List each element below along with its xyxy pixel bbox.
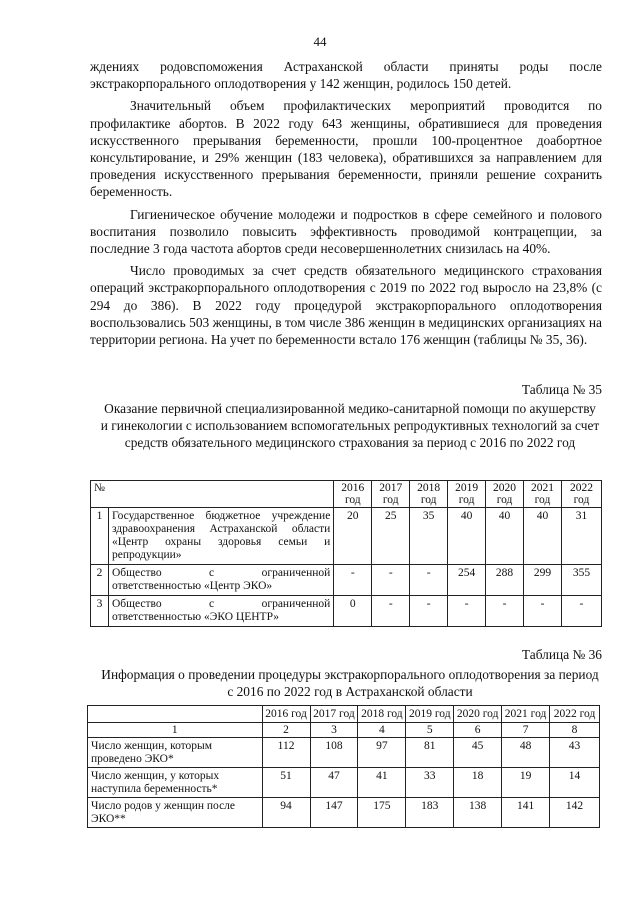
body-text [90, 58, 602, 353]
table35-num-header: № [91, 481, 334, 508]
table-cell: 48 [502, 738, 550, 768]
table-cell: - [334, 565, 372, 596]
table-cell: 97 [358, 738, 406, 768]
table36-label: Таблица № 36 [521, 647, 602, 662]
table-cell: 41 [358, 768, 406, 798]
table35 [90, 480, 602, 627]
row-index: 1 [91, 508, 109, 565]
table-cell: - [448, 596, 486, 627]
table-cell: 40 [524, 508, 562, 565]
table-cell: 35 [410, 508, 448, 565]
table-row [88, 798, 600, 828]
table-row [91, 565, 602, 596]
table-row [88, 768, 600, 798]
page-number: 44 [313, 34, 327, 49]
table-cell: - [486, 596, 524, 627]
table-cell: 142 [550, 798, 600, 828]
table35-caption: Оказание первичной специализированной медико-санитарной помощи по акушерству и гинекологии с использованием вспомогательных репродуктивных технологий за счет средств обязательного медицинского страхования за период с 2016 по 2022 год [100, 401, 600, 450]
table-cell: 141 [502, 798, 550, 828]
table36-caption: Информация о проведении процедуры экстракорпорального оплодотворения за период с 2016 по 2022 год в Астраханской области [101, 667, 599, 699]
table-row [91, 508, 602, 565]
table-cell: 299 [524, 565, 562, 596]
table-cell: 40 [486, 508, 524, 565]
table35-year-header: 2019 год [448, 481, 486, 508]
table36-year-header: 2016 год [262, 706, 310, 723]
row-index: 3 [91, 596, 109, 627]
table-cell: 288 [486, 565, 524, 596]
column-number: 7 [502, 723, 550, 738]
table-cell: 25 [372, 508, 410, 565]
table36-year-header: 2017 год [310, 706, 358, 723]
table-cell: - [410, 596, 448, 627]
table-cell: 138 [454, 798, 502, 828]
table-cell: 20 [334, 508, 372, 565]
organization-name: Государственное бюджетное учреждение здравоохранения Астраханской области «Центр охраны здоровья семьи и репродукции» [108, 508, 333, 565]
table-cell: 51 [262, 768, 310, 798]
table36-year-header: 2018 год [358, 706, 406, 723]
table-cell: 108 [310, 738, 358, 768]
table-cell: - [410, 565, 448, 596]
paragraph-1: ждениях родовспоможения Астраханской области приняты роды после экстракорпорального оплодотворения у 142 женщин, родилось 150 детей. [90, 59, 602, 92]
table36-year-header: 2020 год [454, 706, 502, 723]
table-cell: 19 [502, 768, 550, 798]
table-cell: 183 [406, 798, 454, 828]
column-number: 4 [358, 723, 406, 738]
table36-year-header: 2021 год [502, 706, 550, 723]
table36-year-header: 2019 год [406, 706, 454, 723]
table-cell: 0 [334, 596, 372, 627]
row-label: Число женщин, которым проведено ЭКО* [88, 738, 263, 768]
organization-name: Общество с ограниченной ответственностью «Центр ЭКО» [108, 565, 333, 596]
table-cell: 175 [358, 798, 406, 828]
table-cell: 45 [454, 738, 502, 768]
row-label: Число женщин, у которых наступила беременность* [88, 768, 263, 798]
table-cell: 112 [262, 738, 310, 768]
table35-header-row [91, 481, 602, 508]
row-index: 2 [91, 565, 109, 596]
column-number: 8 [550, 723, 600, 738]
table-cell: 94 [262, 798, 310, 828]
table-cell: 43 [550, 738, 600, 768]
column-number: 1 [88, 723, 263, 738]
table-cell: - [561, 596, 601, 627]
column-number: 6 [454, 723, 502, 738]
table-row [91, 596, 602, 627]
organization-name: Общество с ограниченной ответственностью «ЭКО ЦЕНТР» [108, 596, 333, 627]
row-label: Число родов у женщин после ЭКО** [88, 798, 263, 828]
table36-year-header: 2022 год [550, 706, 600, 723]
paragraph-4: Число проводимых за счет средств обязательного медицинского страхования операций экстракорпорального оплодотворения с 2019 по 2022 год выросло на 23,8% (с 294 до 386). В 2022 году процедурой экстракорпорального оплодотворения воспользовались 503 женщины, в том числе 386 женщин в медицинских организациях на территории региона. На учет по беременности встало 176 женщин (таблицы № 35, 36). [90, 263, 602, 348]
paragraph-3: Гигиеническое обучение молодежи и подростков в сфере семейного и полового воспитания позволило повысить эффективность проводимой контрацепции, за последние 3 года частота абортов среди несовершеннолетних снизилась на 40%. [90, 206, 602, 257]
table36-empty-header [88, 706, 263, 723]
column-number: 2 [262, 723, 310, 738]
table-cell: 31 [561, 508, 601, 565]
paragraph-2: Значительный объем профилактических мероприятий проводится по профилактике абортов. В 2022 году 643 женщины, обратившиеся для проведения искусственного прерывания беременности, прошли 100-процентное доабортное консультирование, и 29% женщин (183 человека), обратившихся за направлением для проведения искусственного прерывания беременности, приняли решение сохранить беременность. [90, 98, 602, 200]
table35-year-header: 2020 год [486, 481, 524, 508]
table36 [87, 705, 600, 828]
column-number: 5 [406, 723, 454, 738]
table-row [88, 738, 600, 768]
table-cell: 355 [561, 565, 601, 596]
table-cell: 33 [406, 768, 454, 798]
table-cell: 147 [310, 798, 358, 828]
table35-year-header: 2021 год [524, 481, 562, 508]
table36-header-row [88, 706, 600, 723]
table-cell: - [524, 596, 562, 627]
table-cell: 14 [550, 768, 600, 798]
table35-year-header: 2022 год [561, 481, 601, 508]
table36-column-numbers [88, 723, 600, 738]
table-cell: 40 [448, 508, 486, 565]
table-cell: 81 [406, 738, 454, 768]
table-cell: 18 [454, 768, 502, 798]
table35-year-header: 2016 год [334, 481, 372, 508]
table35-year-header: 2018 год [410, 481, 448, 508]
table35-label: Таблица № 35 [521, 382, 602, 397]
table-cell: 47 [310, 768, 358, 798]
table-cell: - [372, 565, 410, 596]
column-number: 3 [310, 723, 358, 738]
table-cell: - [372, 596, 410, 627]
table35-year-header: 2017 год [372, 481, 410, 508]
table-cell: 254 [448, 565, 486, 596]
